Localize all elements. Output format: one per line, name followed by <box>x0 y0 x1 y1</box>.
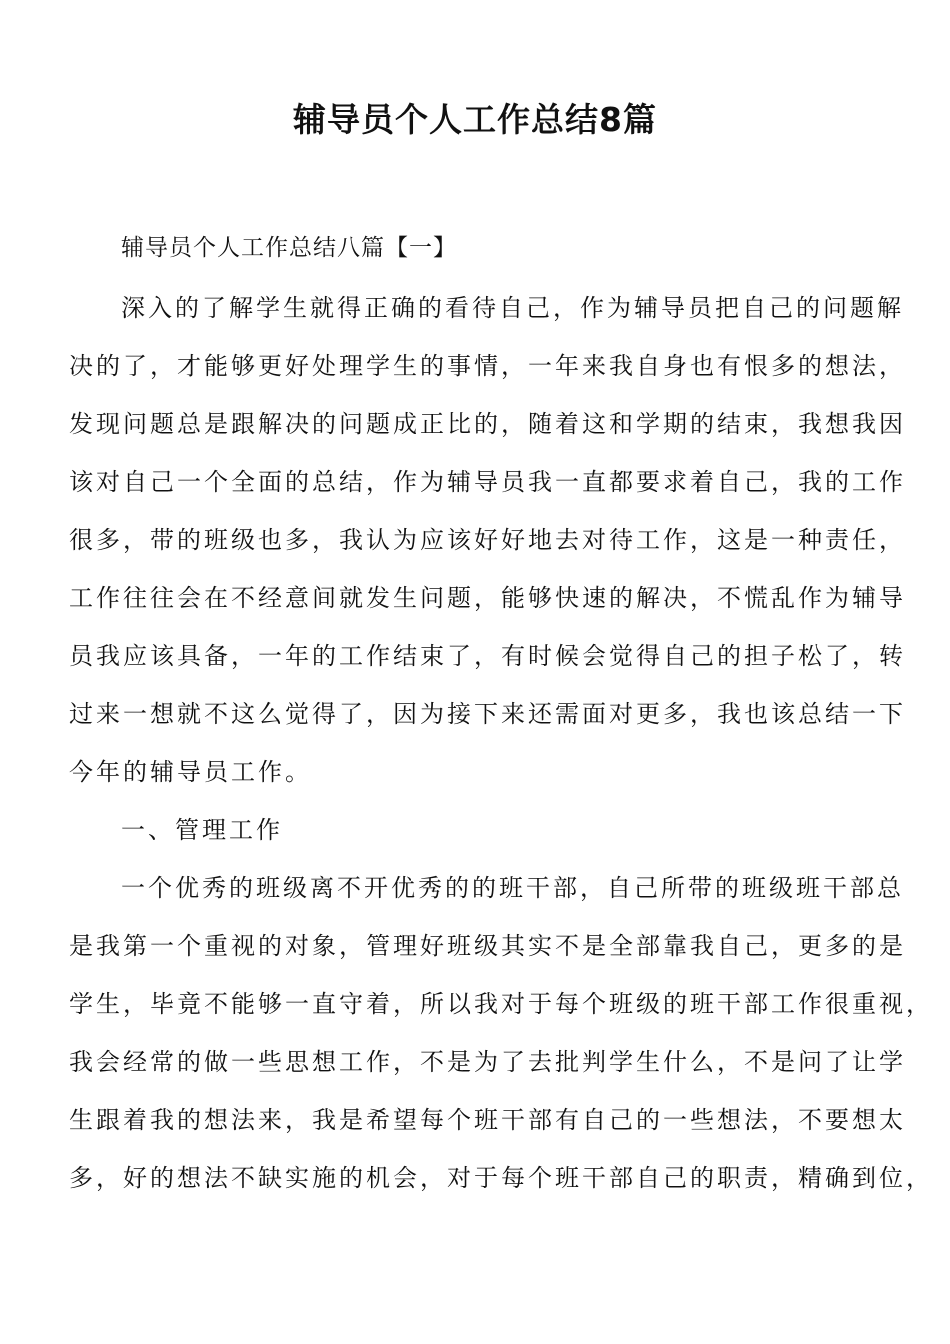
section-heading: 辅导员个人工作总结八篇【一】 <box>121 235 457 261</box>
paragraph-line: 我会经常的做一些思想工作，不是为了去批判学生什么，不是问了让学 <box>69 1048 906 1076</box>
paragraph-line: 员我应该具备，一年的工作结束了，有时候会觉得自己的担子松了，转 <box>69 642 906 670</box>
paragraph-line: 今年的辅导员工作。 <box>69 758 312 786</box>
paragraph-line: 工作往往会在不经意间就发生问题，能够快速的解决，不慌乱作为辅导 <box>69 584 906 612</box>
paragraph-line: 是我第一个重视的对象，管理好班级其实不是全部靠我自己，更多的是 <box>69 932 906 960</box>
paragraph-line: 发现问题总是跟解决的问题成正比的，随着这和学期的结束，我想我因 <box>69 410 906 438</box>
paragraph-line: 很多，带的班级也多，我认为应该好好地去对待工作，这是一种责任， <box>69 526 906 554</box>
paragraph-line: 一个优秀的班级离不开优秀的的班干部，自己所带的班级班干部总 <box>121 874 904 902</box>
paragraph-line: 生跟着我的想法来，我是希望每个班干部有自己的一些想法，不要想太 <box>69 1106 906 1134</box>
paragraph-line: 多，好的想法不缺实施的机会，对于每个班干部自己的职责，精确到位， <box>69 1164 933 1192</box>
paragraph-line: 决的了，才能够更好处理学生的事情，一年来我自身也有恨多的想法， <box>69 352 906 380</box>
document-title: 辅导员个人工作总结8篇 <box>293 100 657 139</box>
paragraph-line: 深入的了解学生就得正确的看待自己，作为辅导员把自己的问题解 <box>121 294 904 322</box>
paragraph-line: 该对自己一个全面的总结，作为辅导员我一直都要求着自己，我的工作 <box>69 468 906 496</box>
paragraph-line: 学生，毕竟不能够一直守着，所以我对于每个班级的班干部工作很重视， <box>69 990 933 1018</box>
paragraph-line: 过来一想就不这么觉得了，因为接下来还需面对更多，我也该总结一下 <box>69 700 906 728</box>
subheading: 一、管理工作 <box>121 816 283 844</box>
